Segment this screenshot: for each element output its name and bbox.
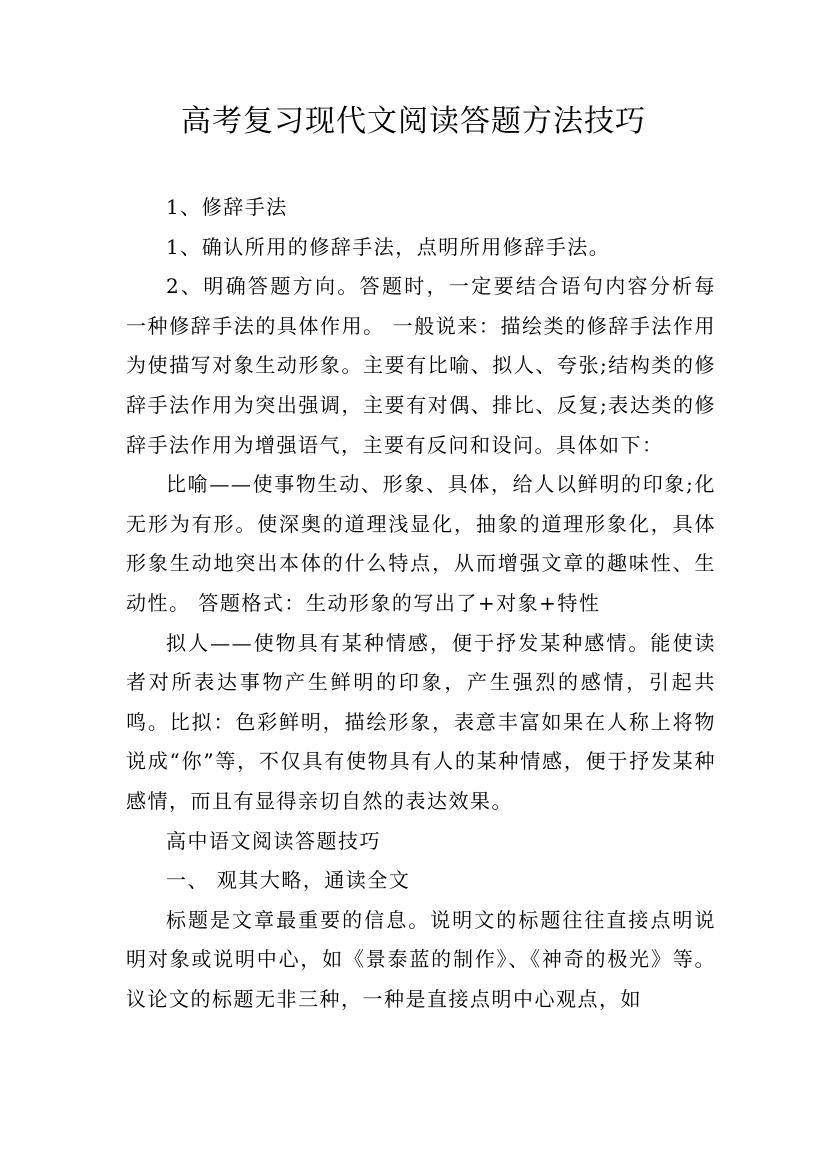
paragraph-step-1: 1、确认所用的修辞手法，点明所用修辞手法。 (166, 234, 611, 259)
paragraph-subheading-1: 一、 观其大略，通读全文 (166, 868, 411, 893)
paragraph-section-heading: 高中语文阅读答题技巧 (166, 828, 381, 853)
paragraph-title-info: 标题是文章最重要的信息。说明文的标题往往直接点明说明对象或说明中心，如《景泰蓝的制作》、《神奇的极光》等。议论文的标题无非三种，一种是直接点明中心观点，如 (126, 907, 716, 1011)
document-title: 高考复习现代文阅读答题方法技巧 (181, 104, 646, 139)
paragraph-personification: 拟人——使物具有某种情感，便于抒发某种感情。能使读者对所表达事物产生鲜明的印象，产生强烈的感情，引起共鸣。比拟：色彩鲜明，描绘形象，表意丰富如果在人称上将物说成“你”等，不仅具有使物具有人的某种情感，便于抒发某种感情，而且有显得亲切自然的表达效果。 (126, 630, 716, 813)
paragraph-metaphor: 比喻——使事物生动、形象、具体，给人以鲜明的印象;化无形为有形。使深奥的道理浅显化，抽象的道理形象化，具体形象生动地突出本体的什么特点，从而增强文章的趣味性、生动性。 答题格式：生动形象的写出了+对象+特性 (126, 472, 716, 615)
paragraph-heading-rhetoric: 1、修辞手法 (166, 195, 288, 219)
document-body (126, 188, 716, 1019)
paragraph-step-2: 2、明确答题方向。答题时，一定要结合语句内容分析每一种修辞手法的具体作用。 一般说来：描绘类的修辞手法作用为使描写对象生动形象。主要有比喻、拟人、夸张;结构类的修辞手法作用为突出强调，主要有对偶、排比、反复;表达类的修辞手法作用为增强语气，主要有反问和设问。具体如下： (126, 274, 716, 457)
